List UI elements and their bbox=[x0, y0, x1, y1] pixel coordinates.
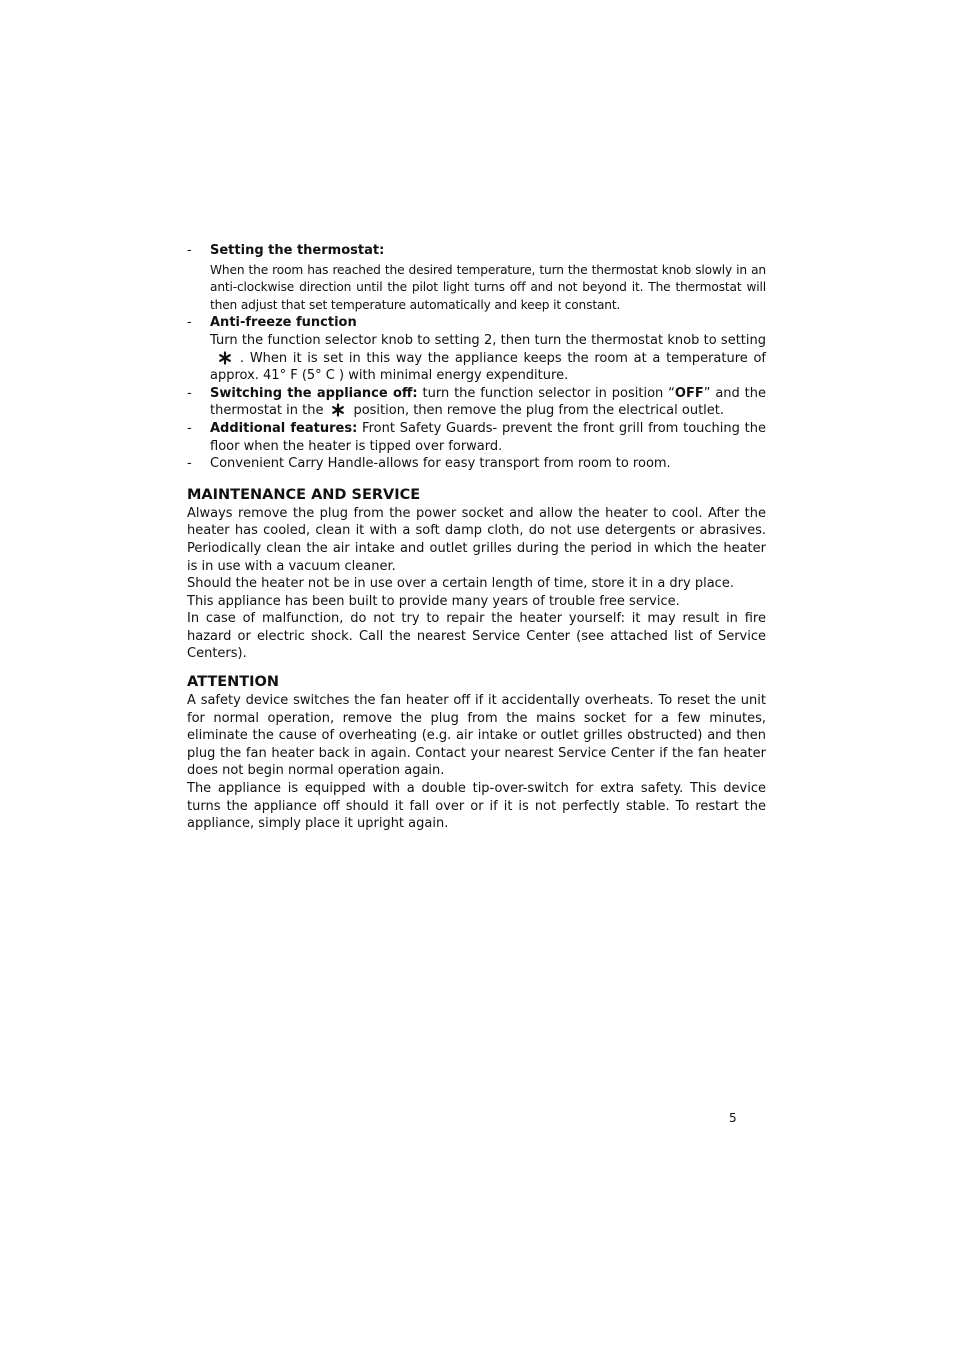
feature-list bbox=[187, 242, 766, 473]
thermostat-heading: Setting the thermostat: bbox=[210, 243, 385, 258]
additional-features-text: Front Safety Guards- prevent the front grill from touching the floor when the heater is tipped over forward. bbox=[210, 420, 766, 454]
list-dash: - bbox=[187, 385, 192, 401]
attention-heading: ATTENTION bbox=[187, 674, 279, 691]
antifreeze-heading: Anti-freeze function bbox=[210, 315, 357, 331]
list-dash: - bbox=[187, 420, 192, 436]
maintenance-paragraph-2: Should the heater not be in use over a certain length of time, store it in a dry place. bbox=[187, 576, 734, 592]
page-number: 5 bbox=[729, 1111, 737, 1125]
maintenance-heading: MAINTENANCE AND SERVICE bbox=[187, 486, 421, 503]
snowflake-icon bbox=[331, 403, 345, 417]
list-item-thermostat bbox=[187, 242, 766, 314]
document-body bbox=[187, 242, 766, 833]
switch-off-text-3: position, then remove the plug from the electrical outlet. bbox=[353, 403, 725, 419]
switch-off-text: turn the function selector in position “ bbox=[417, 385, 675, 401]
switch-off-text-2: ” and the thermostat in the bbox=[210, 385, 766, 419]
antifreeze-text-before-icon: Turn the function selector knob to setting 2, then turn the thermostat knob to setting bbox=[210, 332, 766, 348]
maintenance-paragraph-4: In case of malfunction, do not try to repair the heater yourself: it may result in fire hazard or electric shock. Call the nearest Service Center (see attached list of Service Centers). bbox=[187, 611, 766, 662]
list-item-carry-handle bbox=[187, 455, 766, 473]
switch-off-heading: Switching the appliance off: bbox=[210, 385, 418, 401]
additional-features-heading: Additional features: bbox=[210, 420, 358, 436]
list-item-switch-off bbox=[187, 385, 766, 420]
maintenance-paragraph-1: Always remove the plug from the power socket and allow the heater to cool. After the heater has cooled, clean it with a soft damp cloth, do not use detergents or abrasives. Periodically clean the air intake and outlet grilles during the period in which the heater is in use with a vacuum cleaner. bbox=[187, 505, 766, 574]
attention-paragraph-2: The appliance is equipped with a double tip-over-switch for extra safety. This device turns the appliance off should it fall over or if it is not perfectly stable. To restart the appliance, simply place it upright again. bbox=[187, 781, 766, 832]
thermostat-text: When the room has reached the desired temperature, turn the thermostat knob slowly in an anti-clockwise direction until the pilot light turns off and not beyond it. The thermostat will then adjust that set temperature automatically and keep it constant. bbox=[210, 262, 766, 312]
list-dash: - bbox=[187, 243, 192, 258]
carry-handle-text: Convenient Carry Handle-allows for easy transport from room to room. bbox=[210, 456, 671, 472]
list-item-antifreeze bbox=[187, 314, 766, 384]
snowflake-icon bbox=[218, 351, 232, 365]
maintenance-paragraph-3: This appliance has been built to provide many years of trouble free service. bbox=[187, 593, 680, 609]
off-label: OFF bbox=[674, 385, 704, 401]
list-dash: - bbox=[187, 315, 192, 331]
list-dash: - bbox=[187, 456, 192, 472]
list-item-additional-features bbox=[187, 420, 766, 455]
attention-paragraph-1: A safety device switches the fan heater off if it accidentally overheats. To reset the unit for normal operation, remove the plug from the mains socket for a few minutes, eliminate the cause of overheating (e.g. air intake or outlet grilles obstructed) and then plug the fan heater back in again. Contact your nearest Service Center if the fan heater does not begin normal operation again. bbox=[187, 693, 766, 779]
antifreeze-text-after-icon: . When it is set in this way the appliance keeps the room at a temperature of approx. 41° F (5° C ) with minimal energy expenditure. bbox=[210, 350, 766, 384]
